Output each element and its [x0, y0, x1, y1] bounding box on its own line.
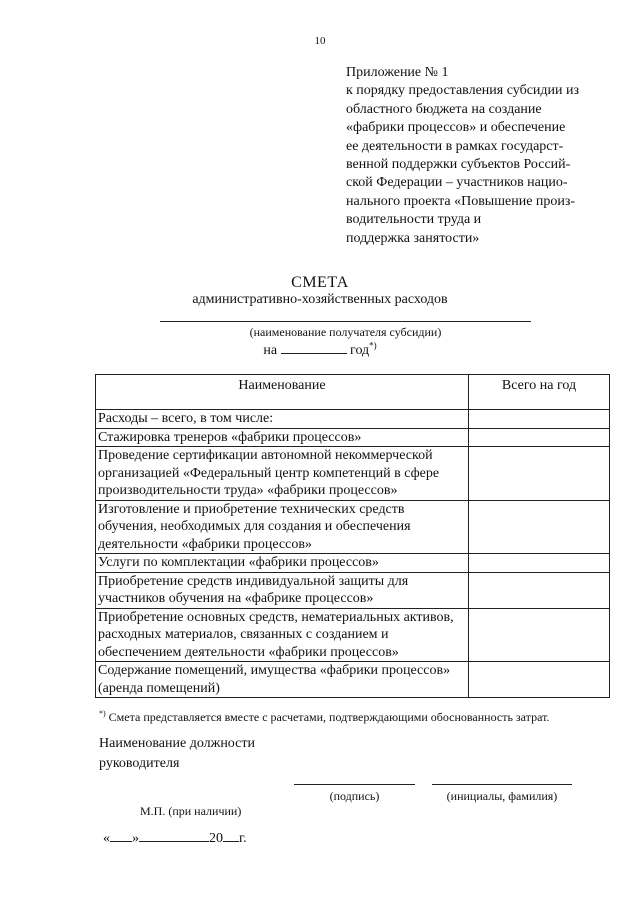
row-name: Приобретение основных средств, нематериальных активов, расходных материалов, связанных с созданием и обеспечением деятельности «фабрики процессов» — [96, 608, 469, 662]
annex-header — [346, 64, 608, 248]
position-line: руководителя — [99, 756, 180, 771]
row-name: Стажировка тренеров «фабрики процессов» — [96, 428, 469, 447]
date-month-blank — [139, 828, 209, 842]
row-total-cell — [469, 447, 610, 501]
initials-line — [432, 784, 572, 785]
annex-line: ской Федерации – участников нацио- — [346, 175, 568, 191]
header-name: Наименование — [96, 375, 469, 410]
header-total: Всего на год — [469, 375, 610, 410]
annex-line: поддержка занятости» — [346, 230, 480, 246]
row-total-cell — [469, 500, 610, 554]
table-row — [96, 410, 610, 429]
table-row — [96, 428, 610, 447]
row-name: Проведение сертификации автономной некоммерческой организацией «Федеральный центр компетенций в сфере производительности труда» «фабрики процессов» — [96, 447, 469, 501]
year-line — [0, 340, 640, 359]
table-header-row — [96, 375, 610, 410]
row-total-cell — [469, 608, 610, 662]
table-row — [96, 662, 610, 698]
year-suffix: год — [350, 343, 370, 358]
annex-line: областного бюджета на создание — [346, 101, 542, 117]
date-close-quote: » — [132, 831, 139, 846]
table-row — [96, 572, 610, 608]
footnote — [99, 709, 619, 725]
row-name: Приобретение средств индивидуальной защиты для участников обучения на «фабрике процессов» — [96, 572, 469, 608]
date-day-blank — [110, 828, 132, 842]
year-footnote-mark: *) — [369, 340, 377, 351]
page-number: 10 — [314, 35, 326, 47]
row-name: Содержание помещений, имущества «фабрики процессов» (аренда помещений) — [96, 662, 469, 698]
recipient-blank-line — [160, 321, 531, 322]
signature-caption: (подпись) — [329, 789, 380, 803]
annex-line: нального проекта «Повышение произ- — [346, 193, 576, 209]
date-open-quote: « — [103, 831, 110, 846]
table-row — [96, 447, 610, 501]
row-name: Услуги по комплектации «фабрики процессов» — [96, 554, 469, 573]
table-row — [96, 608, 610, 662]
date-year-prefix: 20 — [209, 831, 223, 846]
row-name: Расходы – всего, в том числе: — [96, 410, 469, 429]
annex-line: Приложение № 1 — [346, 65, 449, 80]
row-name: Изготовление и приобретение технических средств обучения, необходимых для создания и обеспечения деятельности «фабрики процессов» — [96, 500, 469, 554]
row-total-cell — [469, 554, 610, 573]
row-total-cell — [469, 572, 610, 608]
footnote-text: Смета представляется вместе с расчетами, подтверждающими обоснованность затрат. — [108, 710, 550, 724]
table-row — [96, 554, 610, 573]
signature-line — [294, 784, 415, 785]
row-total-cell — [469, 662, 610, 698]
annex-line: «фабрики процессов» и обеспечение — [346, 120, 566, 136]
row-total-cell — [469, 410, 610, 429]
year-blank — [281, 340, 347, 354]
annex-line: водительности труда и — [346, 212, 482, 228]
document-title: СМЕТА — [291, 274, 349, 291]
table-row — [96, 500, 610, 554]
year-prefix: на — [263, 343, 278, 358]
budget-table — [95, 374, 610, 698]
footnote-mark: *) — [99, 709, 106, 718]
document-subtitle: административно-хозяйственных расходов — [192, 292, 448, 307]
date-line — [103, 828, 247, 847]
annex-line: к порядку предоставления субсидии из — [346, 83, 580, 99]
recipient-caption: (наименование получателя субсидии) — [249, 325, 442, 339]
position-line: Наименование должности — [99, 736, 255, 751]
annex-line: ее деятельности в рамках государст- — [346, 138, 564, 154]
date-year-blank — [223, 828, 239, 842]
position-label — [99, 734, 255, 774]
stamp-label: М.П. (при наличии) — [140, 804, 242, 818]
initials-caption: (инициалы, фамилия) — [446, 789, 558, 803]
row-total-cell — [469, 428, 610, 447]
annex-line: венной поддержки субъектов Россий- — [346, 157, 571, 173]
date-year-suffix: г. — [239, 831, 247, 846]
